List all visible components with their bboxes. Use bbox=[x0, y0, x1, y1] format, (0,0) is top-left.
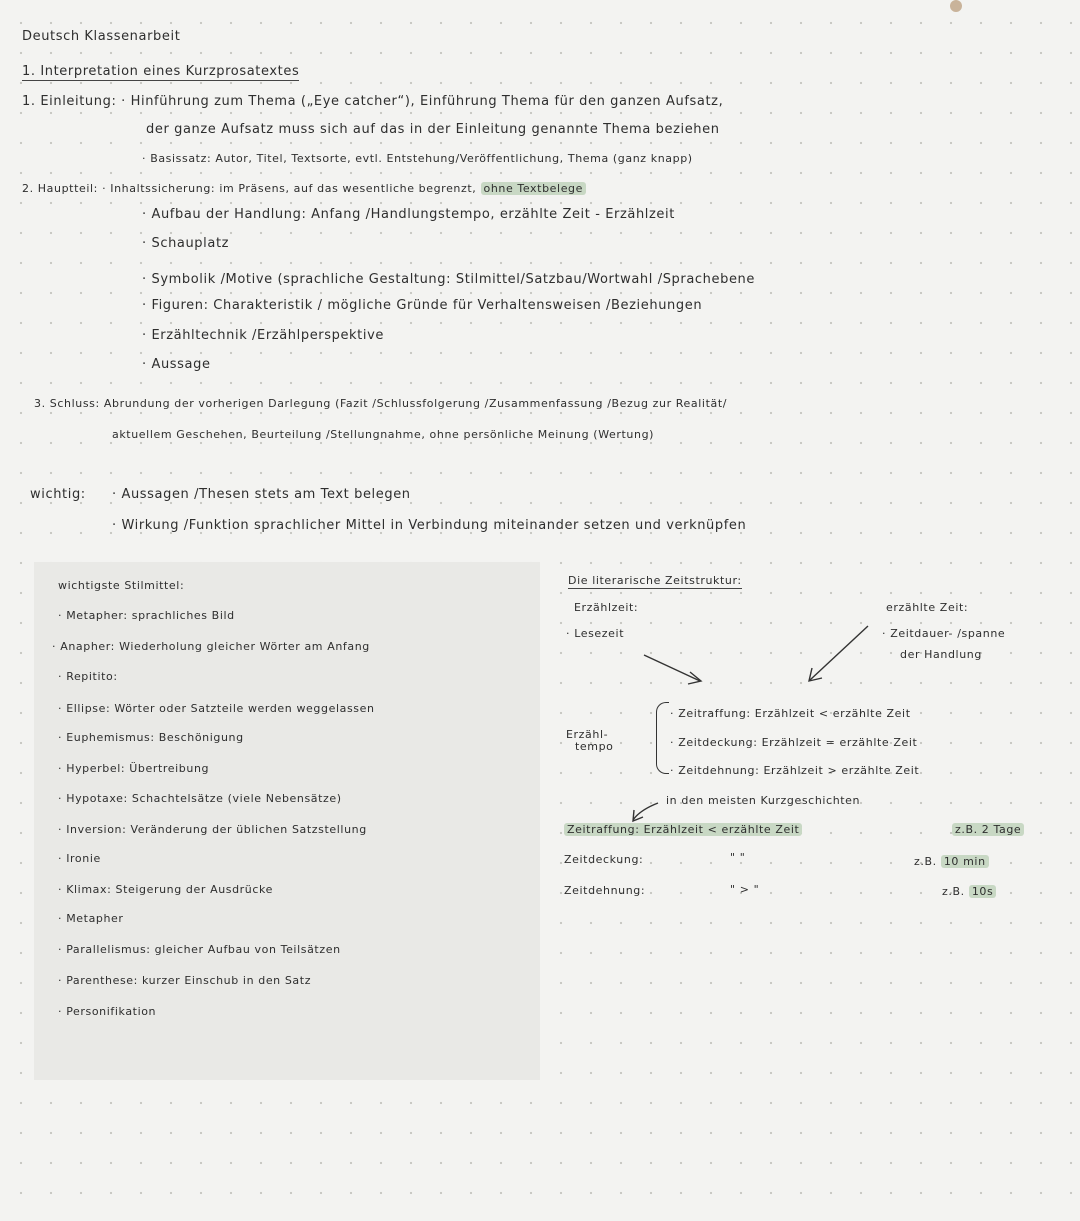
hauptteil-intro: 2. Hauptteil: · Inhaltssicherung: im Präsens, auf das wesentliche begrenzt, bbox=[22, 182, 477, 195]
zeitstruktur-heading: Die literarische Zeitstruktur: bbox=[568, 574, 742, 587]
highlight-ohne-textbelege: ohne Textbelege bbox=[481, 182, 587, 195]
hauptteil-item: · Schauplatz bbox=[142, 236, 230, 251]
zeitdehnung-definition: · Zeitdehnung: Erzählzeit > erzählte Zeit bbox=[670, 764, 920, 777]
stilmittel-heading: wichtigste Stilmittel: bbox=[58, 579, 185, 592]
zeitraffung-value-highlight: z.B. 2 Tage bbox=[952, 823, 1024, 836]
zeitraffung-definition: · Zeitraffung: Erzählzeit < erzählte Zeit bbox=[670, 707, 911, 720]
stilmittel-item: · Klimax: Steigerung der Ausdrücke bbox=[58, 883, 273, 896]
zeitdeckung-example-value bbox=[914, 855, 989, 868]
zeitdeckung-zb: z.B. bbox=[914, 855, 937, 868]
hauptteil-item: · Figuren: Charakteristik / mögliche Gründe für Verhaltensweisen /Beziehungen bbox=[142, 298, 703, 313]
stilmittel-item: · Anapher: Wiederholung gleicher Wörter am Anfang bbox=[52, 640, 370, 653]
zeitdehnung-example: Zeitdehnung: bbox=[564, 884, 646, 897]
hauptteil-item: · Erzähltechnik /Erzählperspektive bbox=[142, 328, 384, 343]
zeitdehnung-value-highlight: 10s bbox=[969, 885, 997, 898]
stilmittel-item: · Metapher: sprachliches Bild bbox=[58, 609, 235, 622]
stilmittel-item: · Euphemismus: Beschönigung bbox=[58, 731, 244, 744]
wichtig-label: wichtig: bbox=[30, 487, 86, 502]
hauptteil-item: · Aussage bbox=[142, 357, 211, 372]
section-heading: 1. Interpretation eines Kurzprosatextes bbox=[22, 64, 300, 79]
tempo-label-2: tempo bbox=[575, 740, 614, 753]
einleitung-line-2: der ganze Aufsatz muss sich auf das in der Einleitung genannte Thema beziehen bbox=[146, 122, 720, 137]
bracket bbox=[656, 702, 669, 774]
zeitraffung-example bbox=[564, 823, 802, 836]
zeitraffung-highlight: Zeitraffung: Erzählzeit < erzählte Zeit bbox=[564, 823, 802, 836]
zeitdeckung-example: Zeitdeckung: bbox=[564, 853, 644, 866]
tempo-label-1: Erzähl- bbox=[566, 728, 609, 741]
zeitdehnung-marks: " > " bbox=[730, 883, 760, 896]
wichtig-line-1: · Aussagen /Thesen stets am Text belegen bbox=[112, 487, 411, 502]
zeitdeckung-value-highlight: 10 min bbox=[941, 855, 989, 868]
stilmittel-item: · Repitito: bbox=[58, 670, 118, 683]
zeitdeckung-definition: · Zeitdeckung: Erzählzeit = erzählte Zeit bbox=[670, 736, 918, 749]
schluss-line-1: 3. Schluss: Abrundung der vorherigen Darlegung (Fazit /Schlussfolgerung /Zusammenfassung /Bezug zur Realität/ bbox=[34, 397, 728, 410]
stilmittel-item: · Ironie bbox=[58, 852, 101, 865]
stilmittel-item: · Parenthese: kurzer Einschub in den Satz bbox=[58, 974, 312, 987]
erzaehlzeit-label: Erzählzeit: bbox=[574, 601, 639, 614]
erzaehlte-zeit-label: erzählte Zeit: bbox=[886, 601, 969, 614]
arrow-left bbox=[644, 655, 701, 684]
lesezeit-label: · Lesezeit bbox=[566, 627, 625, 640]
hauptteil-item: · Symbolik /Motive (sprachliche Gestaltung: Stilmittel/Satzbau/Wortwahl /Sprachebene bbox=[142, 272, 755, 287]
basissatz-line: · Basissatz: Autor, Titel, Textsorte, evtl. Entstehung/Veröffentlichung, Thema (ganz knapp) bbox=[142, 152, 693, 165]
page-title: Deutsch Klassenarbeit bbox=[22, 29, 181, 44]
stilmittel-item: · Parallelismus: gleicher Aufbau von Teilsätzen bbox=[58, 943, 341, 956]
stilmittel-item: · Personifikation bbox=[58, 1005, 157, 1018]
stilmittel-item: · Hyperbel: Übertreibung bbox=[58, 762, 210, 775]
stilmittel-item: · Inversion: Veränderung der üblichen Satzstellung bbox=[58, 823, 367, 836]
stilmittel-item: · Hypotaxe: Schachtelsätze (viele Nebensätze) bbox=[58, 792, 342, 805]
einleitung-line-1: 1. Einleitung: · Hinführung zum Thema („Eye catcher“), Einführung Thema für den ganzen Aufsatz, bbox=[22, 94, 724, 109]
stilmittel-item: · Metapher bbox=[58, 912, 124, 925]
zeitdauer-line-1: · Zeitdauer- /spanne bbox=[882, 627, 1006, 640]
schluss-line-2: aktuellem Geschehen, Beurteilung /Stellungnahme, ohne persönliche Meinung (Wertung) bbox=[112, 428, 655, 441]
zeitraffung-example-value bbox=[952, 823, 1024, 836]
zeitdauer-line-2: der Handlung bbox=[900, 648, 982, 661]
arrow-curved bbox=[633, 803, 658, 821]
wichtig-line-2: · Wirkung /Funktion sprachlicher Mittel in Verbindung miteinander setzen und verknüpfen bbox=[112, 518, 747, 533]
stilmittel-item: · Ellipse: Wörter oder Satzteile werden weggelassen bbox=[58, 702, 375, 715]
arrow-right bbox=[809, 626, 868, 681]
zeitdeckung-marks: " " bbox=[730, 851, 746, 864]
zeitdehnung-zb: z.B. bbox=[942, 885, 965, 898]
kurzgeschichten-note: in den meisten Kurzgeschichten bbox=[666, 794, 861, 807]
zeitdehnung-example-value bbox=[942, 885, 996, 898]
hauptteil-item: · Aufbau der Handlung: Anfang /Handlungstempo, erzählte Zeit - Erzählzeit bbox=[142, 207, 675, 222]
